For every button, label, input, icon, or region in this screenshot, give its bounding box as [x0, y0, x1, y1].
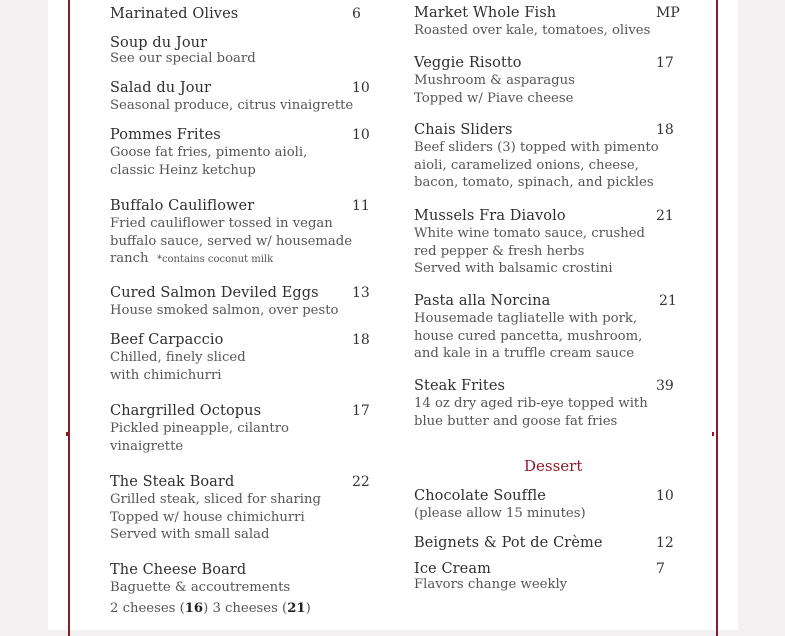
- item-description: with chimichurri: [110, 367, 222, 383]
- item-name: The Steak Board: [110, 474, 235, 490]
- item-description: Grilled steak, sliced for sharing: [110, 492, 321, 507]
- item-name: Pommes Frites: [110, 127, 221, 143]
- menu-item: [414, 561, 684, 592]
- item-name: Chais Sliders: [414, 122, 513, 138]
- cheese-price-two: 16: [184, 600, 204, 616]
- item-price: 22: [352, 474, 370, 490]
- item-description: [110, 250, 375, 269]
- menu-item: [414, 55, 684, 107]
- menu-item: [414, 378, 684, 430]
- cheese-text: ) 3 cheeses (: [203, 600, 288, 616]
- menu-item: [110, 80, 375, 115]
- item-price: 10: [656, 488, 674, 504]
- item-description: Fried cauliflower tossed in vegan: [110, 216, 333, 231]
- border-mark-left: [66, 432, 68, 436]
- item-name: The Cheese Board: [110, 562, 247, 578]
- item-name: Cured Salmon Deviled Eggs: [110, 285, 319, 301]
- item-description: (please allow 15 minutes): [414, 506, 586, 521]
- item-price: 39: [656, 378, 674, 394]
- menu-item: [414, 122, 684, 192]
- item-description: house cured pancetta, mushroom,: [414, 328, 643, 344]
- item-name: Ice Cream: [414, 561, 491, 577]
- item-description-end: ranch: [110, 251, 149, 266]
- item-description: White wine tomato sauce, crushed: [414, 226, 645, 241]
- item-name: Marinated Olives: [110, 6, 239, 22]
- item-name: Steak Frites: [414, 378, 506, 394]
- item-name: Market Whole Fish: [414, 5, 557, 21]
- border-mark-right: [712, 432, 714, 436]
- item-description: and kale in a truffle cream sauce: [414, 346, 635, 361]
- item-description: buffalo sauce, served w/ housemade: [110, 233, 353, 249]
- item-description: Flavors change weekly: [414, 577, 568, 592]
- menu-item: [414, 488, 684, 523]
- item-name: Veggie Risotto: [414, 55, 522, 71]
- item-description: red pepper & fresh herbs: [414, 243, 585, 259]
- item-price: 10: [352, 80, 370, 96]
- item-description: Topped w/ house chimichurri: [110, 509, 305, 525]
- item-name: Soup du Jour: [110, 35, 208, 51]
- cheese-text: 2 cheeses (: [110, 600, 185, 616]
- item-description: blue butter and goose fat fries: [414, 413, 618, 429]
- item-name: Beignets & Pot de Crème: [414, 535, 603, 551]
- item-name: Beef Carpaccio: [110, 332, 224, 348]
- item-description: House smoked salmon, over pesto: [110, 303, 339, 318]
- item-price: 6: [352, 6, 361, 22]
- menu-item: [414, 293, 684, 363]
- item-description: Topped w/ Piave cheese: [414, 90, 574, 106]
- item-price: 17: [352, 403, 370, 419]
- item-description: Pickled pineapple, cilantro: [110, 421, 289, 436]
- menu-item: [110, 127, 375, 179]
- item-name: Mussels Fra Diavolo: [414, 208, 566, 224]
- item-name: Salad du Jour: [110, 80, 212, 96]
- item-description: aioli, caramelized onions, cheese,: [414, 157, 639, 173]
- item-price: 21: [656, 208, 674, 224]
- menu-item: [110, 474, 375, 544]
- menu-item: [110, 6, 375, 23]
- menu-item: [110, 285, 375, 320]
- menu-item: [110, 332, 375, 384]
- item-name: Pasta alla Norcina: [414, 293, 551, 309]
- menu-item: [110, 198, 375, 269]
- item-price: 18: [352, 332, 370, 348]
- item-description: Seasonal produce, citrus vinaigrette: [110, 98, 354, 113]
- item-price: 11: [352, 198, 370, 214]
- menu-item: [414, 535, 684, 552]
- cheese-price-three: 21: [287, 600, 306, 616]
- item-description: vinaigrette: [110, 438, 184, 454]
- item-description: Roasted over kale, tomatoes, olives: [414, 23, 651, 38]
- item-price: 10: [352, 127, 370, 143]
- item-description: Goose fat fries, pimento aioli,: [110, 145, 308, 160]
- item-description: Housemade tagliatelle with pork,: [414, 311, 638, 326]
- item-name: Chocolate Souffle: [414, 488, 546, 504]
- item-price: 12: [656, 535, 674, 551]
- item-name: Buffalo Cauliflower: [110, 198, 255, 214]
- menu-item: [110, 35, 375, 66]
- item-description: Mushroom & asparagus: [414, 73, 575, 88]
- cheese-text: ): [305, 600, 311, 616]
- item-note: *contains coconut milk: [156, 254, 274, 265]
- item-price: 17: [656, 55, 674, 71]
- item-description: See our special board: [110, 51, 256, 66]
- item-price: MP: [656, 5, 680, 21]
- item-description: 14 oz dry aged rib-eye topped with: [414, 396, 648, 411]
- item-price: 13: [352, 285, 370, 301]
- menu-item: [110, 403, 375, 455]
- item-description: Served with small salad: [110, 527, 270, 542]
- item-description: classic Heinz ketchup: [110, 162, 256, 178]
- menu-item: [414, 208, 684, 278]
- item-description: bacon, tomato, spinach, and pickles: [414, 175, 654, 190]
- item-price: 7: [656, 561, 665, 577]
- item-description: Chilled, finely sliced: [110, 350, 246, 365]
- item-price: 18: [656, 122, 674, 138]
- item-description: Baguette & accoutrements: [110, 580, 291, 595]
- item-name: Chargrilled Octopus: [110, 403, 262, 419]
- section-heading-dessert: Dessert: [524, 457, 583, 475]
- item-description: Served with balsamic crostini: [414, 261, 613, 276]
- cheese-pricing: [110, 600, 375, 618]
- item-description: Beef sliders (3) topped with pimento: [414, 140, 659, 155]
- menu-item: [414, 5, 684, 40]
- menu-item: [110, 562, 375, 617]
- item-price: 21: [659, 293, 677, 309]
